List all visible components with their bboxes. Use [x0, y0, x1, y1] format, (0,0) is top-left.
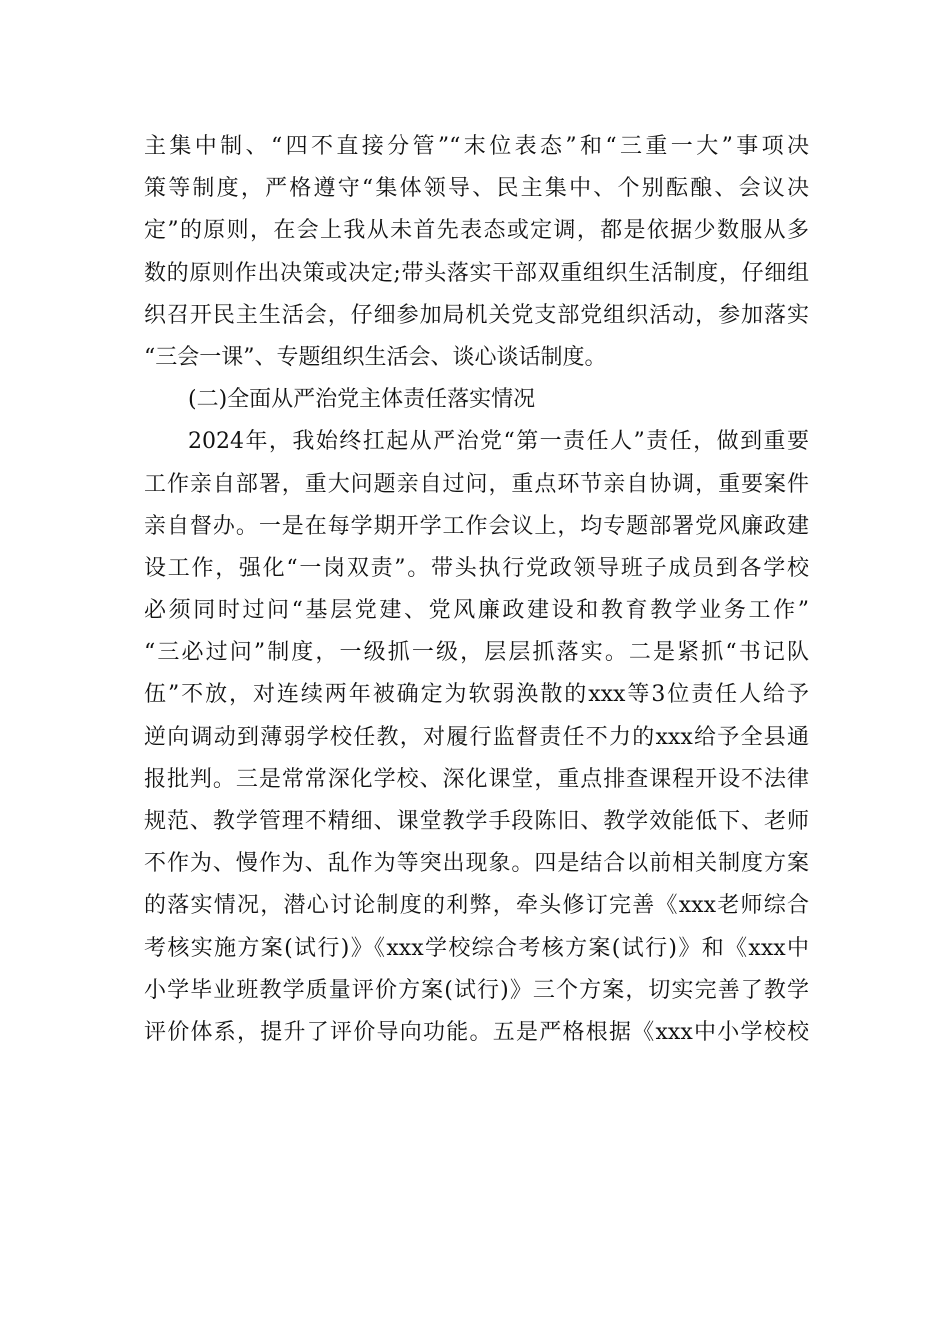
text-line-3: 定”的原则，在会上我从未首先表态或定调，都是依据少数服从多 [144, 218, 809, 244]
text-line-4: 数的原则作出决策或决定;带头落实干部双重组织生活制度，仔细组 [144, 260, 809, 286]
text-line-19: 的落实情况，潜心讨论制度的利弊，牵头修订完善《xxx老师综合 [144, 893, 809, 919]
text-line-9: 工作亲自部署，重大问题亲自过问，重点环节亲自协调，重要案件 [144, 471, 809, 497]
text-line-16: 报批判。三是常常深化学校、深化课堂，重点排查课程开设不法律 [144, 766, 809, 792]
text-line-2: 策等制度，严格遵守“集体领导、民主集中、个别酝酿、会议决 [144, 176, 809, 202]
text-line-13: “三必过问”制度，一级抓一级，层层抓落实。二是紧抓“书记队 [144, 640, 809, 666]
text-line-8: 2024年，我始终扛起从严治党“第一责任人”责任，做到重要 [188, 429, 809, 455]
text-line-11: 设工作，强化“一岗双责”。带头执行党政领导班子成员到各学校 [144, 555, 809, 581]
text-line-22: 评价体系，提升了评价导向功能。五是严格根据《xxx中小学校校 [144, 1019, 809, 1045]
document-body [144, 126, 809, 1054]
text-line-12: 必须同时过问“基层党建、党风廉政建设和教育教学业务工作” [144, 598, 809, 624]
text-line-20: 考核实施方案(试行)》《xxx学校综合考核方案(试行)》和《xxx中 [144, 935, 809, 961]
text-line-10: 亲自督办。一是在每学期开学工作会议上，均专题部署党风廉政建 [144, 513, 809, 539]
text-line-6: “三会一课”、专题组织生活会、谈心谈话制度。 [144, 344, 607, 370]
text-line-17: 规范、教学管理不精细、课堂教学手段陈旧、教学效能低下、老师 [144, 809, 809, 834]
text-line-15: 逆向调动到薄弱学校任教，对履行监督责任不力的xxx给予全县通 [144, 724, 809, 750]
text-line-21: 小学毕业班教学质量评价方案(试行)》三个方案，切实完善了教学 [144, 977, 809, 1003]
text-line-5: 织召开民主生活会，仔细参加局机关党支部党组织活动，参加落实 [144, 302, 809, 328]
text-line-18: 不作为、慢作为、乱作为等突出现象。四是结合以前相关制度方案 [144, 851, 809, 877]
section-heading: (二)全面从严治党主体责任落实情况 [188, 387, 536, 413]
text-line-14: 伍”不放，对连续两年被确定为软弱涣散的xxx等3位责任人给予 [144, 682, 809, 708]
text-line-1: 主集中制、“四不直接分管”“末位表态”和“三重一大”事项决 [144, 134, 809, 159]
